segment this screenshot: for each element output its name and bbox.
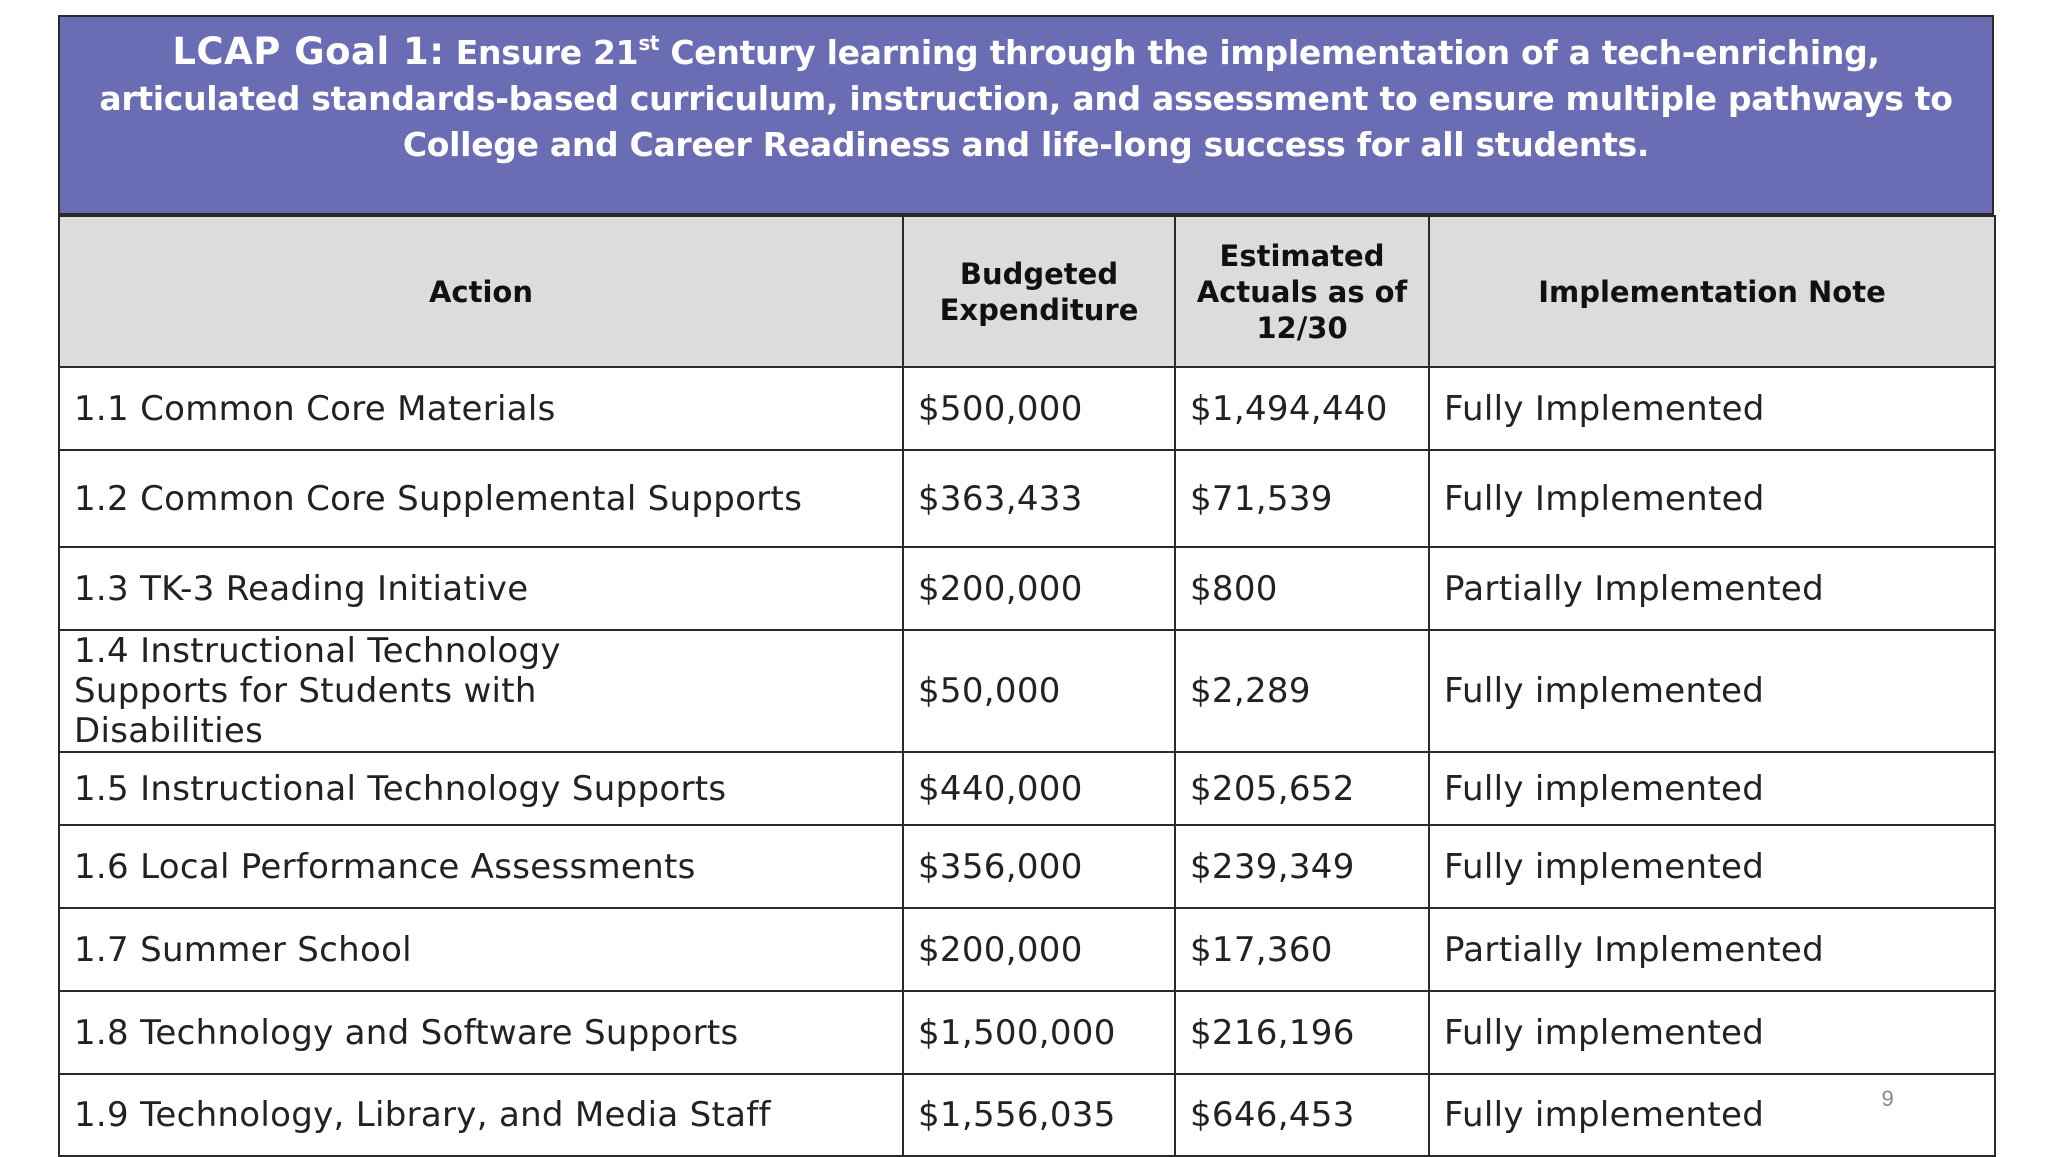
goal-superscript: st xyxy=(638,31,660,55)
table-row xyxy=(59,630,1995,752)
budgeted-cell: $363,433 xyxy=(903,450,1175,547)
goal-text-end: Century learning through the implementation of a tech-enriching, articulated standards-based curriculum, instruction, and assessment to ensure multiple pathways to College and Career Readiness and life-long success for all students. xyxy=(99,33,1953,164)
budgeted-cell: $200,000 xyxy=(903,547,1175,630)
note-cell xyxy=(1429,1074,1995,1156)
goal-header xyxy=(58,15,1994,215)
note-cell: Partially Implemented xyxy=(1429,908,1995,991)
page-number: 9 xyxy=(1881,1086,1894,1111)
table-row xyxy=(59,450,1995,547)
table-row xyxy=(59,908,1995,991)
column-header-estimated: Estimated Actuals as of 12/30 xyxy=(1175,216,1429,367)
table-row xyxy=(59,1074,1995,1156)
column-header-row xyxy=(59,216,1995,367)
actual-cell: $646,453 xyxy=(1175,1074,1429,1156)
actual-cell: $800 xyxy=(1175,547,1429,630)
budgeted-cell: $50,000 xyxy=(903,630,1175,752)
goal-label: LCAP Goal 1: xyxy=(172,30,445,73)
actual-cell: $17,360 xyxy=(1175,908,1429,991)
table-row xyxy=(59,825,1995,908)
budgeted-cell: $440,000 xyxy=(903,752,1175,825)
lcap-table xyxy=(58,215,1996,1157)
action-cell: 1.3 TK-3 Reading Initiative xyxy=(59,547,903,630)
action-cell: 1.6 Local Performance Assessments xyxy=(59,825,903,908)
action-cell: 1.7 Summer School xyxy=(59,908,903,991)
action-cell: 1.9 Technology, Library, and Media Staff xyxy=(59,1074,903,1156)
actual-cell: $239,349 xyxy=(1175,825,1429,908)
note-text: Fully implemented xyxy=(1444,1095,1765,1135)
budgeted-cell: $1,556,035 xyxy=(903,1074,1175,1156)
actual-cell: $1,494,440 xyxy=(1175,367,1429,450)
note-cell: Fully implemented xyxy=(1429,752,1995,825)
note-cell: Fully implemented xyxy=(1429,825,1995,908)
action-cell: 1.5 Instructional Technology Supports xyxy=(59,752,903,825)
budgeted-cell: $356,000 xyxy=(903,825,1175,908)
table-row xyxy=(59,752,1995,825)
action-cell: 1.8 Technology and Software Supports xyxy=(59,991,903,1074)
note-cell: Fully implemented xyxy=(1429,991,1995,1074)
table-row xyxy=(59,991,1995,1074)
table-row xyxy=(59,547,1995,630)
table-row xyxy=(59,367,1995,450)
actual-cell: $205,652 xyxy=(1175,752,1429,825)
note-cell: Fully Implemented xyxy=(1429,367,1995,450)
budgeted-cell: $500,000 xyxy=(903,367,1175,450)
actual-cell: $71,539 xyxy=(1175,450,1429,547)
column-header-action: Action xyxy=(59,216,903,367)
goal-text-start: Ensure 21 xyxy=(455,33,639,72)
actual-cell: $2,289 xyxy=(1175,630,1429,752)
budgeted-cell: $1,500,000 xyxy=(903,991,1175,1074)
action-cell: 1.1 Common Core Materials xyxy=(59,367,903,450)
column-header-note: Implementation Note xyxy=(1429,216,1995,367)
note-cell: Fully Implemented xyxy=(1429,450,1995,547)
note-cell: Fully implemented xyxy=(1429,630,1995,752)
action-cell: 1.4 Instructional Technology Supports for Students with Disabilities xyxy=(59,630,903,752)
column-header-budgeted: Budgeted Expenditure xyxy=(903,216,1175,367)
actual-cell: $216,196 xyxy=(1175,991,1429,1074)
note-cell: Partially Implemented xyxy=(1429,547,1995,630)
budgeted-cell: $200,000 xyxy=(903,908,1175,991)
action-cell: 1.2 Common Core Supplemental Supports xyxy=(59,450,903,547)
